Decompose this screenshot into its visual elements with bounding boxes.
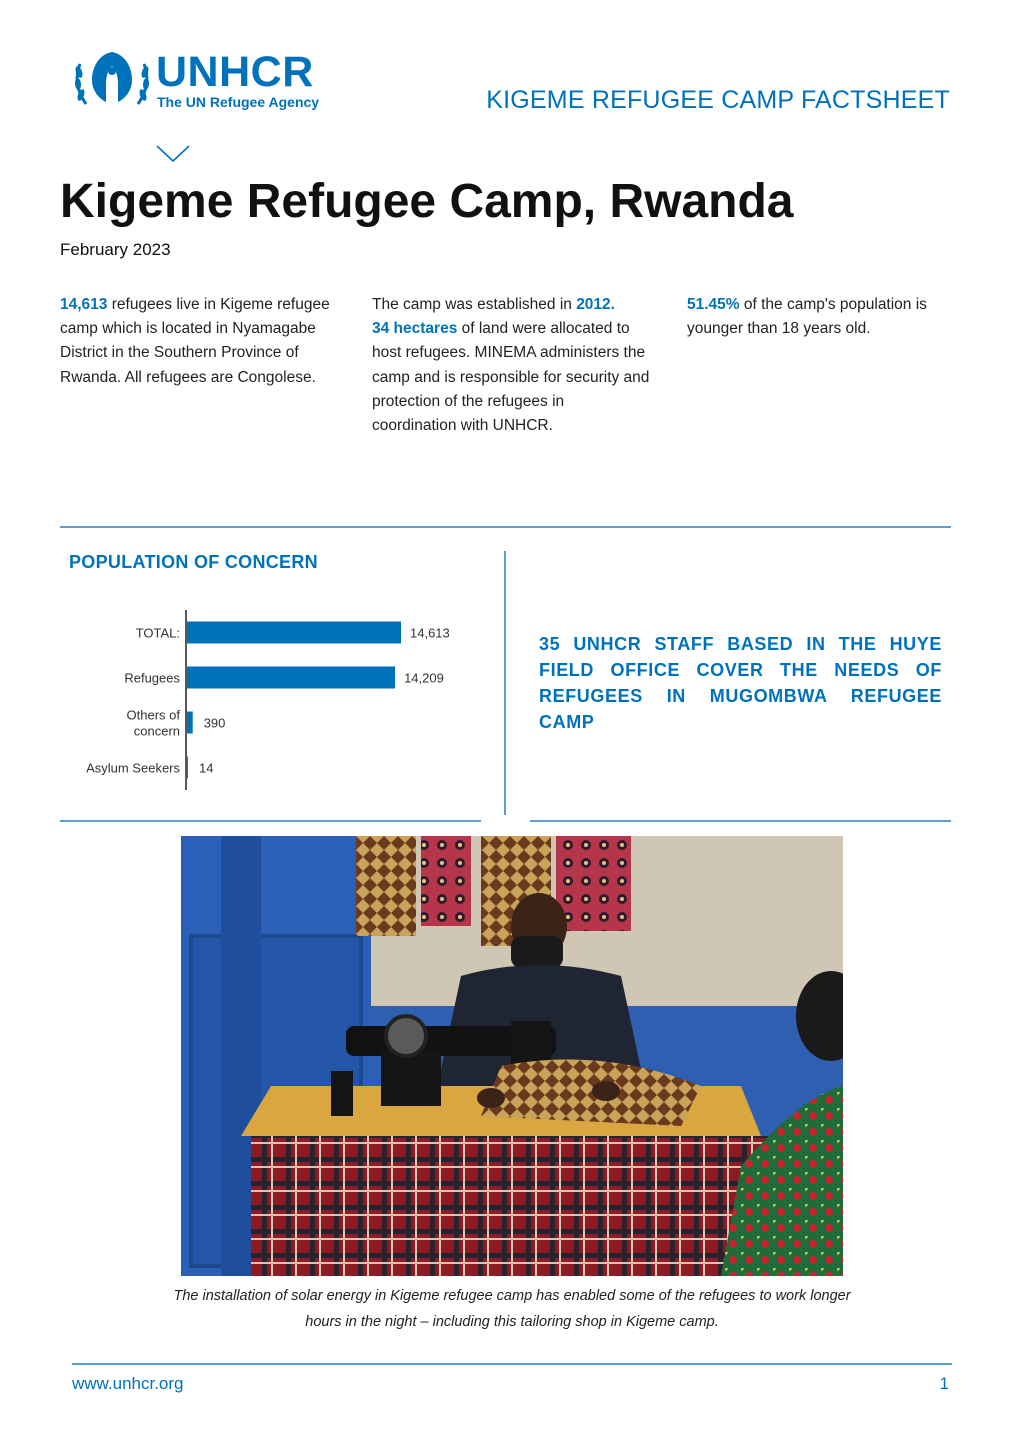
chart-value-label: 390 [203, 715, 226, 731]
chart-category-label: Asylum Seekers [86, 760, 180, 776]
chart-category-label: Others of concern [126, 707, 180, 739]
tailoring-shop-illustration [181, 836, 843, 1276]
chevron-down-icon [156, 145, 190, 163]
chart-category-label: TOTAL: [135, 625, 180, 641]
page-title: Kigeme Refugee Camp, Rwanda [60, 175, 794, 228]
hectares-highlight: 34 hectares [372, 320, 458, 338]
chart-bar [187, 667, 395, 689]
population-chart-svg [60, 600, 500, 790]
logo-subtitle: The UN Refugee Agency [157, 94, 320, 110]
factsheet-label: KIGEME REFUGEE CAMP FACTSHEET [486, 86, 950, 114]
intro-column-youth [687, 293, 947, 341]
intro-column-population [60, 293, 340, 390]
intro-column-3-text: of the camp's population is younger than 18 years old. [687, 296, 927, 338]
chart-bar [187, 622, 401, 644]
report-date: February 2023 [60, 240, 171, 259]
intro-column-1-text: refugees live in Kigeme refugee camp which is located in Nyamagabe District in the Southern Province of Rwanda. All refugees are Congolese. [60, 296, 330, 386]
chart-value-label: 14,613 [410, 625, 450, 641]
chart-bar [187, 757, 188, 779]
year-established-highlight: 2012. [576, 296, 615, 313]
intro-column-2-text-b: of land were allocated to host refugees. MINEMA administers the camp and is responsible for security and protection of the refugees in coordination with UNHCR. [372, 320, 650, 435]
chart-category-label: Refugees [124, 670, 180, 686]
chart-value-label: 14 [199, 760, 214, 776]
page-number: 1 [939, 1374, 949, 1393]
intro-column-2-text-a: The camp was established in [372, 296, 577, 313]
population-section-title: POPULATION OF CONCERN [69, 552, 318, 572]
photo-caption: The installation of solar energy in Kigeme refugee camp has enabled some of the refugees to work longer hours in the night – including this tailoring shop in Kigeme camp. [173, 1288, 851, 1330]
chart-value-label: 14,209 [404, 670, 444, 686]
population-bar-chart [60, 600, 500, 790]
footer-url-link[interactable]: www.unhcr.org [72, 1374, 184, 1393]
intro-column-establishment [372, 293, 652, 438]
refugee-count-highlight: 14,613 [60, 296, 108, 313]
section-divider-bottom-left [60, 820, 481, 822]
footer-divider [72, 1363, 952, 1365]
chart-bar [187, 712, 193, 734]
staff-statement: 35 UNHCR STAFF BASED IN THE HUYE FIELD OFFICE COVER THE NEEDS OF REFUGEES IN MUGOMBWA REFUGEE CAMP [539, 634, 942, 732]
section-divider-top [60, 526, 951, 528]
tailoring-shop-photo [181, 836, 843, 1276]
section-divider-bottom-right [530, 820, 951, 822]
logo-wordmark: UNHCR [156, 48, 314, 96]
section-divider-vertical [504, 551, 506, 815]
youth-percent-highlight: 51.45% [687, 296, 740, 313]
unhcr-emblem-icon [70, 44, 154, 114]
